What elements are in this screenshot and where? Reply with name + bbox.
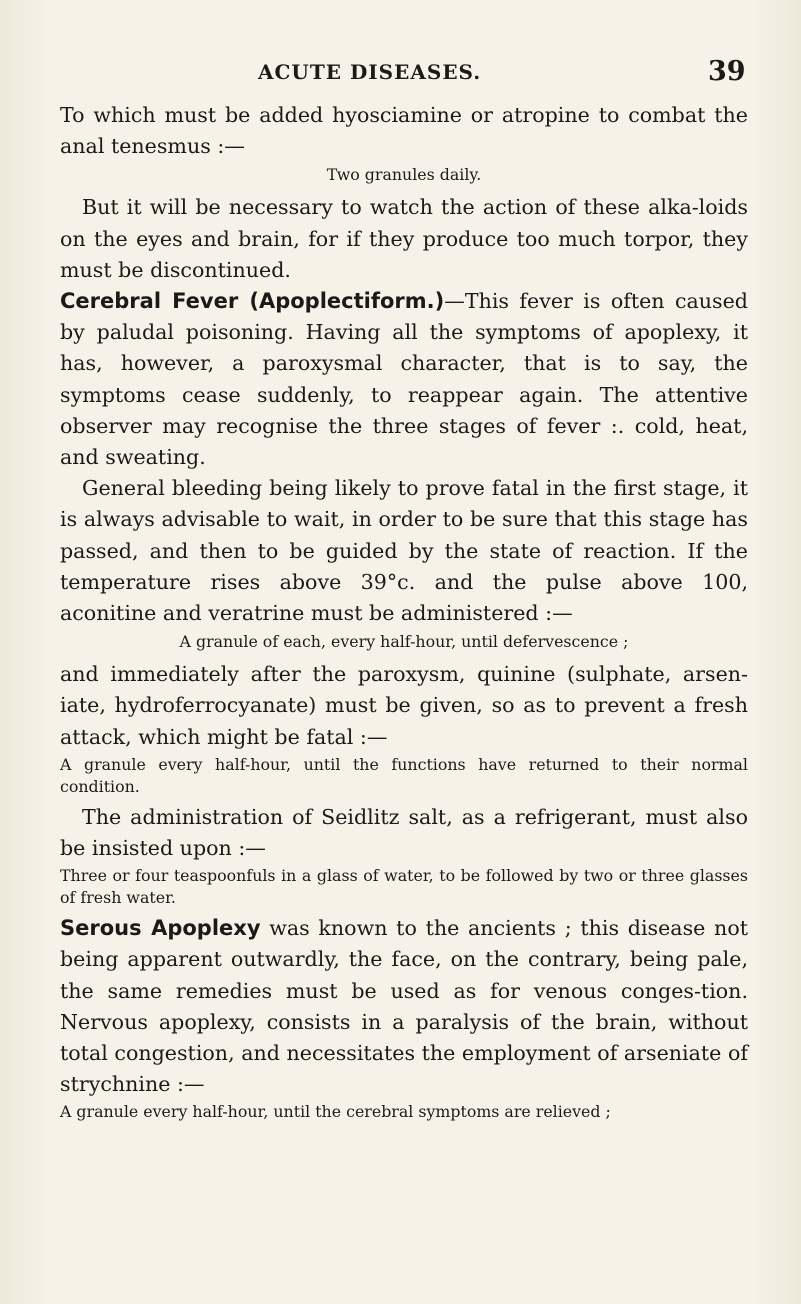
- page-body: [60, 100, 748, 1127]
- running-title: ACUTE DISEASES.: [258, 60, 482, 84]
- paragraph-serous-apoplexy: [60, 913, 748, 1100]
- cerebral-fever-text: —This fever is often caused by paludal poisoning. Having all the symptoms of apoplexy, it has, however, a paroxysmal character, that is to say, the symptoms cease suddenly, to reappear again. The attentive observer may recognise the three stages of fever :. cold, heat, and sweating.: [60, 289, 748, 470]
- section-heading-serous-apoplexy: Serous Apoplexy: [60, 916, 261, 941]
- paragraph-general-bleeding: General bleeding being likely to prove fatal in the first stage, it is always advisable to wait, in order to be sure that this stage has passed, and then to be guided by the state of reaction. If the temperature rises above 39°c. and the pulse above 100, aconitine and veratrine must be administered :—: [60, 476, 748, 626]
- paragraph-seidlitz-salt: The administration of Seidlitz salt, as a refrigerant, must also be insisted upon :—: [60, 804, 748, 861]
- page-number: 39: [708, 56, 746, 87]
- dosage-note-two-granules: Two granules daily.: [326, 165, 482, 185]
- paragraph-cerebral-fever: [60, 286, 748, 473]
- page-header: [0, 58, 801, 88]
- dosage-note-each-half-hour: A granule of each, every half-hour, until defervescence ;: [179, 632, 629, 652]
- dosage-note-cerebral-symptoms: A granule every half-hour, until the cerebral symptoms are relieved ;: [60, 1102, 611, 1122]
- paragraph-hyosciamine: To which must be added hyosciamine or atropine to combat the anal tenesmus :—: [60, 103, 748, 159]
- paragraph-quinine: and immediately after the paroxysm, quinine (sulphate, arsen-iate, hydroferrocyanate) must be given, so as to prevent a fresh attack, which might be fatal :—: [60, 662, 748, 749]
- dosage-note-functions-returned: A granule every half-hour, until the functions have returned to their normal condition.: [60, 754, 748, 796]
- section-heading-cerebral-fever: Cerebral Fever (Apoplectiform.): [60, 289, 445, 314]
- dosage-note-teaspoonfuls: Three or four teaspoonfuls in a glass of water, to be followed by two or three glasses of fresh water.: [60, 866, 748, 908]
- serous-apoplexy-text: was known to the ancients ; this disease not being apparent outwardly, the face, on the contrary, being pale, the same remedies must be used as for venous conges-tion. Nervous apoplexy, consists in a paralysis of the brain, without total congestion, and necessitates the employment of arseniate of strychnine :—: [60, 916, 748, 1097]
- paragraph-alkaloids-warning: But it will be necessary to watch the action of these alka-loids on the eyes and brain, for if they produce too much torpor, they must be discontinued.: [60, 195, 748, 282]
